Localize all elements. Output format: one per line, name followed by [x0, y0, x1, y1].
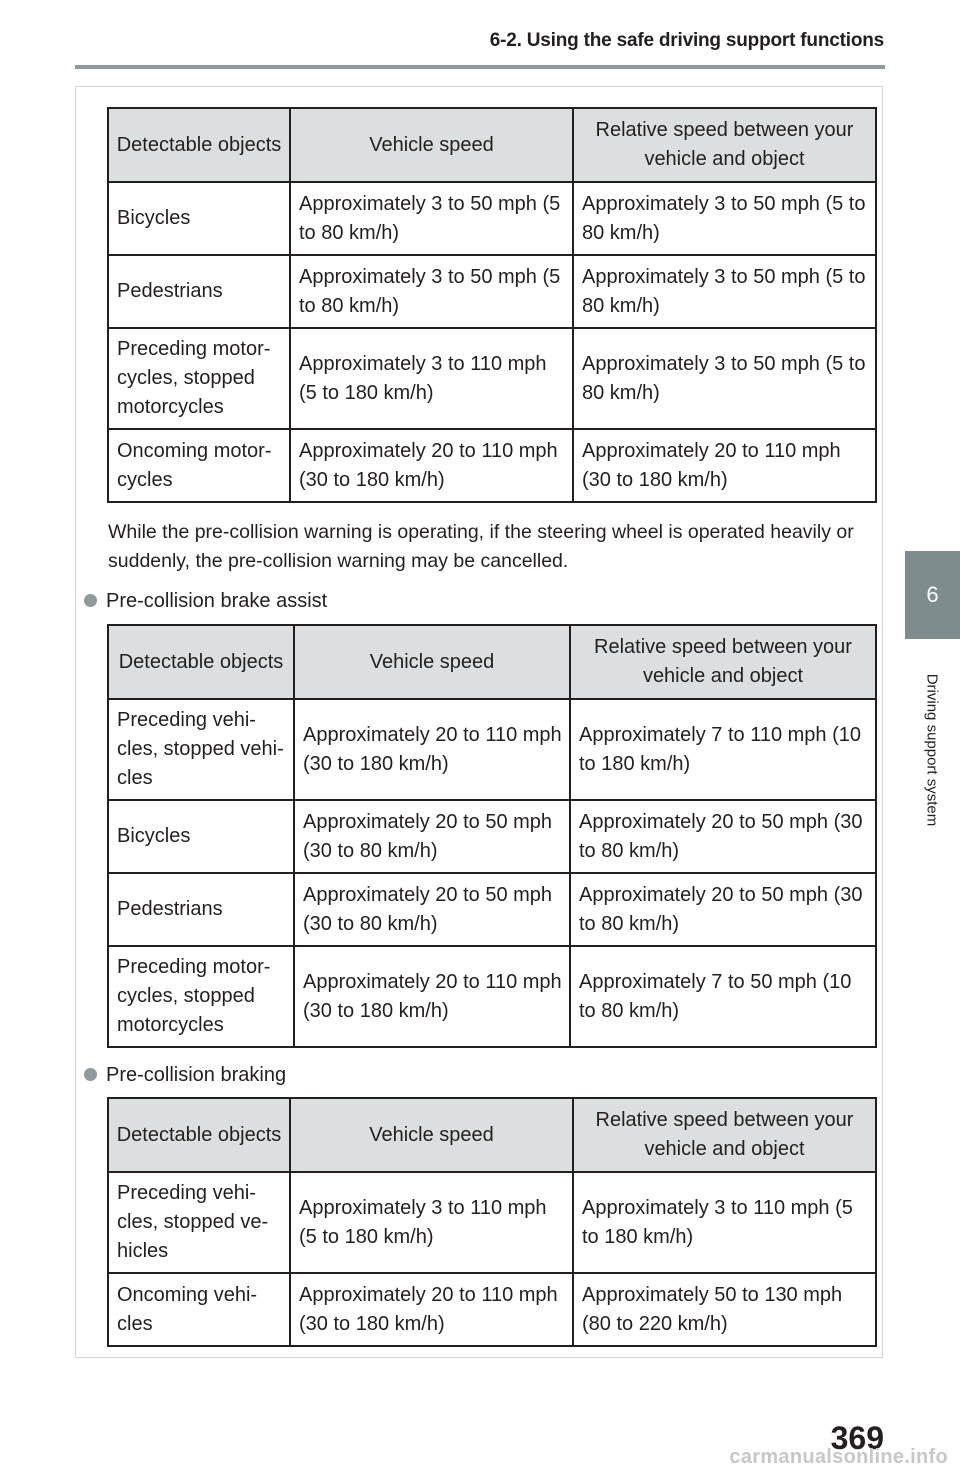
table-cell: Approximately 3 to 50 mph (5 to 80 km/h)	[290, 182, 573, 255]
table-cell: Preceding vehi-cles, stopped ve-hicles	[108, 1172, 290, 1273]
warning-cancel-note: While the pre-collision warning is operating, if the steering wheel is operated heavily or suddenly, the pre-collision warning may be cancelled.	[108, 521, 854, 572]
table-cell: Oncoming vehi-cles	[108, 1273, 290, 1346]
column-header: Detectable objects	[108, 625, 294, 699]
precollision-warning-table	[107, 107, 877, 503]
table-header-row	[108, 1098, 876, 1172]
table-row	[108, 800, 876, 873]
watermark: carmanualsonline.info	[729, 1446, 948, 1468]
column-header: Relative speed between your vehicle and object	[573, 1098, 876, 1172]
table-cell: Approximately 3 to 50 mph (5 to 80 km/h)	[573, 328, 876, 429]
table-cell: Approximately 20 to 50 mph (30 to 80 km/h)	[570, 873, 876, 946]
table-cell: Approximately 50 to 130 mph (80 to 220 km/h)	[573, 1273, 876, 1346]
table-cell: Pedestrians	[108, 255, 290, 328]
column-header: Relative speed between your vehicle and object	[573, 108, 876, 182]
table-cell: Approximately 20 to 50 mph (30 to 80 km/h)	[294, 873, 570, 946]
table-cell: Approximately 20 to 110 mph (30 to 180 km/h)	[294, 946, 570, 1047]
section-header-title: 6-2. Using the safe driving support functions	[489, 30, 884, 51]
table-row	[108, 429, 876, 502]
bullet-icon	[84, 1068, 97, 1081]
bullet-icon	[84, 594, 97, 607]
table-cell: Approximately 3 to 50 mph (5 to 80 km/h)	[573, 182, 876, 255]
table-cell: Approximately 20 to 110 mph (30 to 180 km/h)	[290, 1273, 573, 1346]
table-cell: Approximately 3 to 110 mph (5 to 180 km/h)	[573, 1172, 876, 1273]
table-cell: Approximately 20 to 50 mph (30 to 80 km/h)	[294, 800, 570, 873]
section-heading-brake-assist	[84, 587, 327, 616]
braking-table	[107, 1097, 877, 1347]
chapter-tab[interactable]	[905, 551, 960, 639]
chapter-label: Driving support system	[923, 673, 941, 827]
table-row	[108, 182, 876, 255]
table-row	[108, 946, 876, 1047]
brake-assist-table	[107, 624, 877, 1048]
table-row	[108, 873, 876, 946]
table-cell: Approximately 7 to 50 mph (10 to 80 km/h)	[570, 946, 876, 1047]
column-header: Vehicle speed	[294, 625, 570, 699]
table-cell: Approximately 20 to 110 mph (30 to 180 km/h)	[573, 429, 876, 502]
table-cell: Bicycles	[108, 182, 290, 255]
table-row	[108, 255, 876, 328]
table-cell: Pedestrians	[108, 873, 294, 946]
table-row	[108, 1172, 876, 1273]
table-cell: Preceding motor-cycles, stopped motorcycles	[108, 328, 290, 429]
column-header: Vehicle speed	[290, 1098, 573, 1172]
section-title: Pre-collision braking	[106, 1064, 287, 1086]
table-cell: Approximately 7 to 110 mph (10 to 180 km/h)	[570, 699, 876, 800]
column-header: Vehicle speed	[290, 108, 573, 182]
column-header: Detectable objects	[108, 1098, 290, 1172]
chapter-number: 6	[926, 582, 939, 607]
table-cell: Approximately 20 to 110 mph (30 to 180 km/h)	[290, 429, 573, 502]
table-header-row	[108, 108, 876, 182]
table-cell: Approximately 3 to 50 mph (5 to 80 km/h)	[290, 255, 573, 328]
table-cell: Approximately 3 to 50 mph (5 to 80 km/h)	[573, 255, 876, 328]
column-header: Relative speed between your vehicle and object	[570, 625, 876, 699]
table-cell: Oncoming motor-cycles	[108, 429, 290, 502]
table-cell: Approximately 3 to 110 mph (5 to 180 km/h)	[290, 1172, 573, 1273]
page-number: 369	[830, 1420, 884, 1456]
table-cell: Approximately 20 to 110 mph (30 to 180 km/h)	[294, 699, 570, 800]
table-row	[108, 699, 876, 800]
column-header: Detectable objects	[108, 108, 290, 182]
table-cell: Approximately 3 to 110 mph (5 to 180 km/h)	[290, 328, 573, 429]
table-cell: Approximately 20 to 50 mph (30 to 80 km/h)	[570, 800, 876, 873]
table-header-row	[108, 625, 876, 699]
table-cell: Preceding motor-cycles, stopped motorcycles	[108, 946, 294, 1047]
table-cell: Bicycles	[108, 800, 294, 873]
table-row	[108, 328, 876, 429]
table-row	[108, 1273, 876, 1346]
header-divider	[75, 65, 885, 69]
section-title: Pre-collision brake assist	[106, 590, 328, 612]
table-cell: Preceding vehi-cles, stopped vehi-cles	[108, 699, 294, 800]
section-heading-braking	[84, 1061, 286, 1090]
